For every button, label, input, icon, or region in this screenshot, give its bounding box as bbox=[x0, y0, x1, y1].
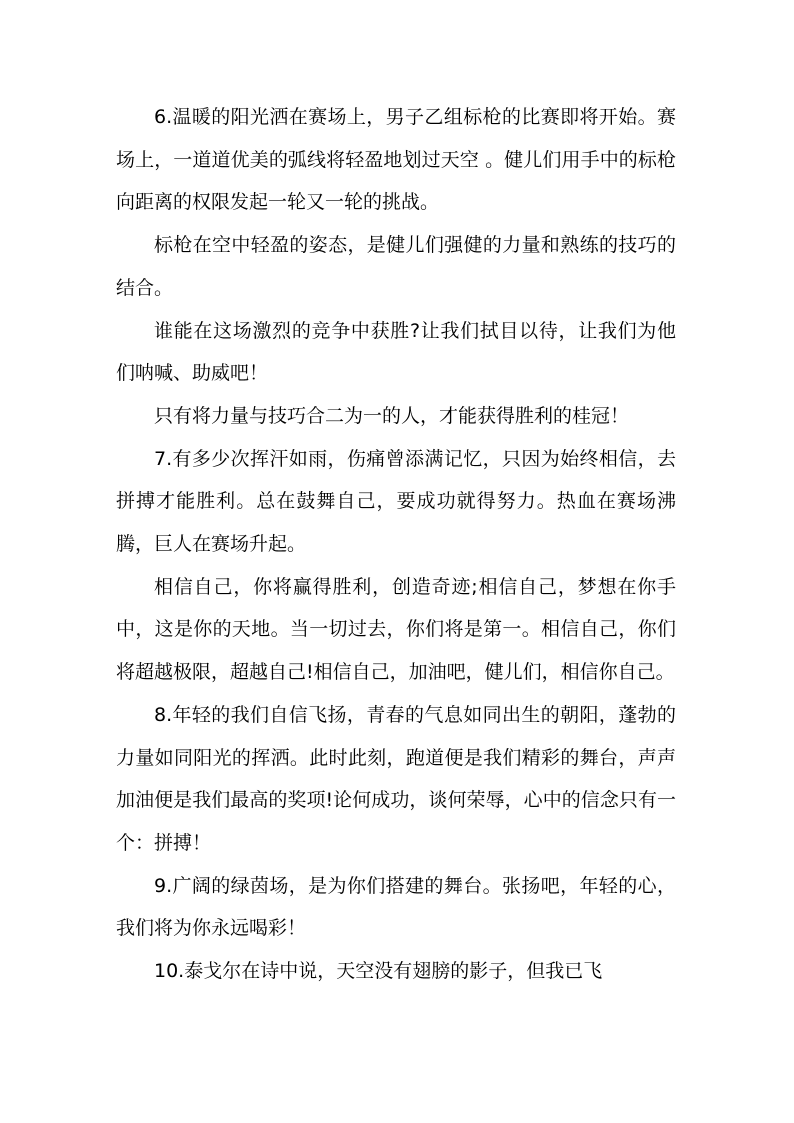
paragraph-6: 6.温暖的阳光洒在赛场上，男子乙组标枪的比赛即将开始。赛场上，一道道优美的弧线将轻盈地划过天空 。健儿们用手中的标枪向距离的权限发起一轮又一轮的挑战。 bbox=[116, 106, 676, 214]
paragraph-7: 7.有多少次挥汗如雨，伤痛曾添满记忆，只因为始终相信，去拼搏才能胜利。总在鼓舞自己，要成功就得努力。热血在赛场沸腾，巨人在赛场升起。 bbox=[116, 447, 676, 556]
paragraph-8: 8.年轻的我们自信飞扬，青春的气息如同出生的朝阳，蓬勃的力量如同阳光的挥洒。此时此刻，跑道便是我们精彩的舞台，声声加油便是我们最高的奖项!论何成功，谈何荣辱，心中的信念只有一个：拼搏！ bbox=[116, 703, 676, 854]
paragraph-10: 10.泰戈尔在诗中说，天空没有翅膀的影子，但我已飞 bbox=[154, 960, 603, 983]
paragraph-strength-skill: 只有将力量与技巧合二为一的人，才能获得胜利的桂冠！ bbox=[154, 404, 630, 427]
paragraph-javelin-posture: 标枪在空中轻盈的姿态，是健儿们强健的力量和熟练的技巧的结合。 bbox=[116, 234, 676, 299]
paragraph-9: 9.广阔的绿茵场，是为你们搭建的舞台。张扬吧，年轻的心，我们将为你永远喝彩！ bbox=[116, 874, 676, 940]
paragraph-who-wins: 谁能在这场激烈的竞争中获胜?让我们拭目以待，让我们为他们呐喊、助威吧！ bbox=[116, 319, 676, 385]
document-body bbox=[116, 96, 676, 993]
paragraph-believe-yourself: 相信自己，你将赢得胜利，创造奇迹;相信自己，梦想在你手中，这是你的天地。当一切过去，你们将是第一。相信自己，你们将超越极限，超越自己!相信自己，加油吧，健儿们，相信你自己。 bbox=[116, 575, 676, 684]
